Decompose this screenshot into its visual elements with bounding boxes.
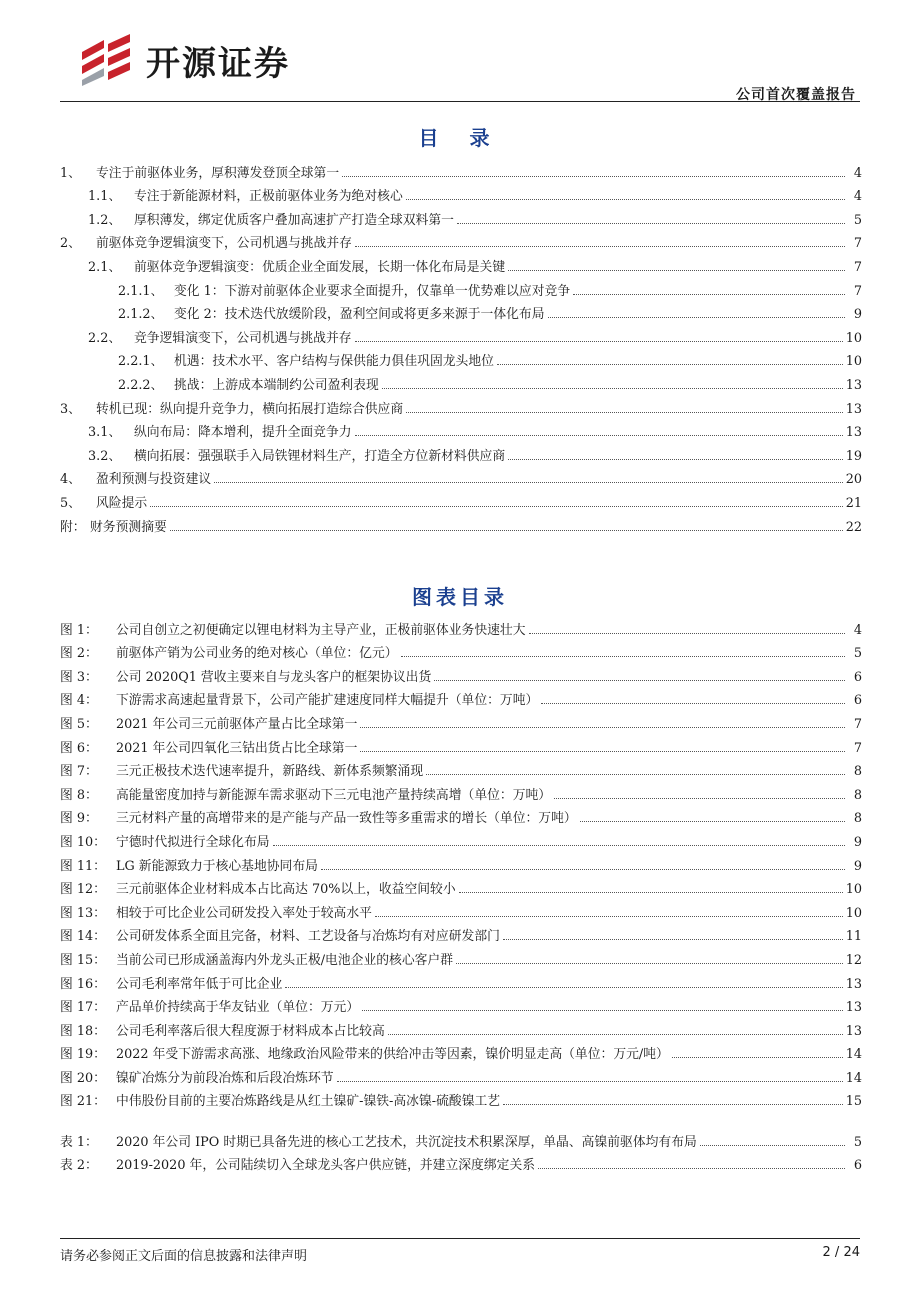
figures-entry-number: 图 17： — [60, 1000, 106, 1016]
figures-entry-number: 图 21： — [60, 1094, 106, 1110]
toc-entry[interactable] — [60, 157, 862, 181]
figures-entry-label: 三元正极技术迭代速率提升，新路线、新体系频繁涌现 — [116, 764, 424, 780]
figures-entry-page: 8 — [853, 764, 862, 780]
figures-entry-page: 15 — [845, 1094, 862, 1110]
toc-entry-number: 3.2、 — [88, 448, 122, 464]
toc-entry[interactable] — [60, 464, 862, 488]
dot-leader — [150, 506, 843, 507]
tables-entry-number: 表 1： — [60, 1134, 98, 1150]
toc-entry-page: 13 — [845, 425, 862, 441]
tables-entry-number: 表 2： — [60, 1158, 98, 1174]
dot-leader — [360, 751, 845, 752]
toc-entry-number: 3.1、 — [88, 425, 122, 441]
figures-entry-label: 产品单价持续高于华友钴业（单位：万元） — [116, 1000, 360, 1016]
figures-entry-number: 图 9： — [60, 811, 98, 827]
toc-entry-number: 2、 — [60, 236, 81, 252]
toc-entry-page: 9 — [853, 307, 862, 323]
figures-entry-label: 镍矿冶炼分为前段冶炼和后段冶炼环节 — [116, 1070, 334, 1086]
figures-entry-page: 5 — [853, 646, 862, 662]
figures-entry-number: 图 8： — [60, 787, 98, 803]
toc-list — [60, 157, 862, 535]
dot-leader — [360, 727, 845, 728]
dot-leader — [382, 388, 843, 389]
dot-leader — [508, 459, 843, 460]
toc-entry-page: 20 — [845, 472, 862, 488]
figures-entry-number: 图 1： — [60, 622, 98, 638]
toc-entry-page: 7 — [853, 236, 862, 252]
figures-entry[interactable] — [60, 921, 862, 945]
figures-entry[interactable] — [60, 944, 862, 968]
figures-entry-page: 9 — [853, 834, 862, 850]
figures-entry-label: 三元材料产量的高增带来的是产能与产品一致性等多重需求的增长（单位：万吨） — [116, 811, 577, 827]
toc-title: 目 录 — [418, 126, 502, 150]
toc-entry[interactable] — [60, 511, 862, 535]
dot-leader — [426, 774, 845, 775]
figures-entry-label: 公司研发体系全面且完备，材料、工艺设备与冶炼均有对应研发部门 — [116, 929, 500, 945]
tables-entry-page: 5 — [853, 1134, 862, 1150]
figures-entry-page: 8 — [853, 787, 862, 803]
dot-leader — [672, 1057, 843, 1058]
toc-entry[interactable] — [60, 487, 862, 511]
toc-entry-label: 转机已现：纵向提升竞争力，横向拓展打造综合供应商 — [96, 401, 404, 417]
toc-entry-page: 22 — [845, 519, 862, 535]
dot-leader — [273, 845, 845, 846]
dot-leader — [580, 821, 845, 822]
dot-leader — [508, 270, 845, 271]
figures-entry-number: 图 12： — [60, 882, 106, 898]
dot-leader — [337, 1081, 843, 1082]
logo-text: 开源证券 — [146, 43, 290, 84]
toc-entry-label: 风险提示 — [96, 495, 148, 511]
toc-entry-label: 变化 1：下游对前驱体企业要求全面提升，仅靠单一优势难以应对竞争 — [174, 283, 571, 299]
toc-entry-number: 5、 — [60, 495, 81, 511]
figures-entry-page: 11 — [845, 929, 862, 945]
figures-entry-page: 13 — [845, 1023, 862, 1039]
figures-entry-page: 8 — [853, 811, 862, 827]
figures-entry-label: 公司 2020Q1 营收主要来自与龙头客户的框架协议出货 — [116, 669, 432, 685]
dot-leader — [375, 916, 843, 917]
figures-entry[interactable] — [60, 1015, 862, 1039]
toc-entry[interactable] — [60, 251, 862, 275]
toc-entry-page: 21 — [845, 495, 862, 511]
dot-leader — [554, 798, 845, 799]
tables-entry-label: 2020 年公司 IPO 时期已具备先进的核心工艺技术，共沉淀技术积累深厚，单晶、高镍前驱体均有布局 — [116, 1134, 697, 1150]
toc-entry-label: 纵向布局：降本增利，提升全面竞争力 — [134, 425, 352, 441]
figures-list — [60, 614, 862, 1109]
figures-entry[interactable] — [60, 968, 862, 992]
header-divider — [60, 101, 860, 102]
dot-leader — [700, 1145, 845, 1146]
dot-leader — [538, 1168, 845, 1169]
figures-entry[interactable] — [60, 661, 862, 685]
toc-entry-label: 前驱体竞争逻辑演变下，公司机遇与挑战并存 — [96, 236, 352, 252]
toc-entry-number: 1.2、 — [88, 212, 122, 228]
figures-entry-label: 宁德时代拟进行全球化布局 — [116, 834, 270, 850]
toc-entry[interactable] — [60, 322, 862, 346]
dot-leader — [342, 176, 845, 177]
tables-entry[interactable] — [60, 1126, 862, 1150]
figures-entry-number: 图 19： — [60, 1047, 106, 1063]
figures-entry-page: 13 — [845, 1000, 862, 1016]
toc-entry-page: 10 — [845, 354, 862, 370]
figures-entry-number: 图 14： — [60, 929, 106, 945]
dot-leader — [548, 317, 845, 318]
figures-entry-number: 图 3： — [60, 669, 98, 685]
dot-leader — [355, 246, 845, 247]
figures-entry[interactable] — [60, 732, 862, 756]
dot-leader — [355, 435, 843, 436]
figures-entry[interactable] — [60, 850, 862, 874]
toc-entry[interactable] — [60, 275, 862, 299]
dot-leader — [401, 656, 845, 657]
toc-entry-page: 10 — [845, 330, 862, 346]
figures-entry-label: 2022 年受下游需求高涨、地缘政治风险带来的供给冲击等因素，镍价明显走高（单位：万元/吨） — [116, 1047, 669, 1063]
toc-entry-label: 横向拓展：强强联手入局铁锂材料生产，打造全方位新材料供应商 — [134, 448, 506, 464]
figures-entry-page: 7 — [853, 740, 862, 756]
toc-entry-label: 机遇：技术水平、客户结构与保供能力俱佳巩固龙头地位 — [174, 354, 494, 370]
toc-entry-number: 2.1、 — [88, 259, 122, 275]
toc-entry[interactable] — [60, 181, 862, 205]
figures-entry[interactable] — [60, 897, 862, 921]
toc-entry-page: 13 — [845, 401, 862, 417]
figures-entry-label: 下游需求高速起量背景下，公司产能扩建速度同样大幅提升（单位：万吨） — [116, 693, 539, 709]
dot-leader — [355, 341, 843, 342]
dot-leader — [529, 633, 846, 634]
toc-entry-number: 附： — [60, 519, 86, 535]
figures-entry-label: 前驱体产销为公司业务的绝对核心（单位：亿元） — [116, 646, 398, 662]
tables-list — [60, 1126, 862, 1173]
page-header — [60, 28, 860, 102]
dot-leader — [541, 703, 845, 704]
figures-entry-number: 图 18： — [60, 1023, 106, 1039]
toc-entry-label: 财务预测摘要 — [90, 519, 167, 535]
figures-entry-label: 中伟股份目前的主要冶炼路线是从红土镍矿-镍铁-高冰镍-硫酸镍工艺 — [116, 1094, 501, 1110]
figures-entry-number: 图 15： — [60, 952, 106, 968]
toc-entry-page: 4 — [853, 189, 862, 205]
figures-entry[interactable] — [60, 638, 862, 662]
figures-entry-page: 6 — [853, 669, 862, 685]
figures-entry-label: 公司毛利率常年低于可比企业 — [116, 976, 283, 992]
toc-entry-page: 13 — [845, 377, 862, 393]
figures-entry-page: 9 — [853, 858, 862, 874]
figures-entry[interactable] — [60, 1062, 862, 1086]
dot-leader — [503, 1104, 843, 1105]
dot-leader — [406, 412, 843, 413]
toc-entry[interactable] — [60, 369, 862, 393]
figures-title: 图表目录 — [412, 585, 508, 609]
figures-entry-page: 14 — [845, 1047, 862, 1063]
figures-entry-number: 图 4： — [60, 693, 98, 709]
toc-entry-page: 19 — [845, 448, 862, 464]
toc-entry-page: 4 — [853, 165, 862, 181]
figures-entry-number: 图 10： — [60, 834, 106, 850]
toc-entry-number: 2.2、 — [88, 330, 122, 346]
figures-entry[interactable] — [60, 779, 862, 803]
dot-leader — [214, 482, 843, 483]
toc-entry[interactable] — [60, 346, 862, 370]
dot-leader — [457, 223, 845, 224]
toc-entry-label: 竞争逻辑演变下，公司机遇与挑战并存 — [134, 330, 352, 346]
figures-entry[interactable] — [60, 803, 862, 827]
figures-entry-label: 当前公司已形成涵盖海内外龙头正极/电池企业的核心客户群 — [116, 952, 454, 968]
figures-entry-label: 2021 年公司三元前驱体产量占比全球第一 — [116, 716, 358, 732]
figures-entry-page: 14 — [845, 1070, 862, 1086]
toc-entry[interactable] — [60, 204, 862, 228]
figures-entry[interactable] — [60, 614, 862, 638]
toc-entry-number: 2.2.1、 — [118, 354, 164, 370]
figures-entry-number: 图 13： — [60, 905, 106, 921]
figures-entry[interactable] — [60, 685, 862, 709]
figures-entry-label: 三元前驱体企业材料成本占比高达 70%以上，收益空间较小 — [116, 882, 456, 898]
figures-entry-label: LG 新能源致力于核心基地协同布局 — [116, 858, 318, 874]
toc-entry-label: 变化 2：技术迭代放缓阶段，盈利空间或将更多来源于一体化布局 — [174, 307, 545, 323]
dot-leader — [434, 680, 845, 681]
figures-entry-label: 高能量密度加持与新能源车需求驱动下三元电池产量持续高增（单位：万吨） — [116, 787, 552, 803]
toc-entry-number: 2.1.1、 — [118, 283, 164, 299]
tables-entry-page: 6 — [853, 1158, 862, 1174]
logo-mark-icon — [78, 34, 136, 86]
dot-leader — [170, 530, 843, 531]
toc-entry-label: 盈利预测与投资建议 — [96, 472, 212, 488]
toc-entry-page: 7 — [853, 283, 862, 299]
figures-entry[interactable] — [60, 1086, 862, 1110]
disclaimer-notice: 请务必参阅正文后面的信息披露和法律声明 — [60, 1249, 308, 1264]
figures-entry[interactable] — [60, 992, 862, 1016]
dot-leader — [285, 987, 842, 988]
dot-leader — [406, 199, 845, 200]
figures-entry-label: 相较于可比企业公司研发投入率处于较高水平 — [116, 905, 372, 921]
dot-leader — [321, 869, 845, 870]
figures-entry-label: 2021 年公司四氧化三钴出货占比全球第一 — [116, 740, 358, 756]
toc-entry[interactable] — [60, 393, 862, 417]
figures-entry-number: 图 11： — [60, 858, 106, 874]
toc-entry[interactable] — [60, 440, 862, 464]
dot-leader — [503, 939, 843, 940]
figures-entry-number: 图 6： — [60, 740, 98, 756]
figures-entry-number: 图 20： — [60, 1070, 106, 1086]
toc-entry-page: 5 — [853, 212, 862, 228]
company-logo — [78, 32, 290, 88]
toc-entry-label: 厚积薄发，绑定优质客户叠加高速扩产打造全球双料第一 — [134, 212, 454, 228]
toc-entry[interactable] — [60, 417, 862, 441]
figures-entry-page: 12 — [845, 952, 862, 968]
page-number: 2 / 24 — [822, 1245, 860, 1260]
figures-entry-number: 图 2： — [60, 646, 98, 662]
toc-entry[interactable] — [60, 228, 862, 252]
toc-entry-label: 专注于前驱体业务，厚积薄发登顶全球第一 — [96, 165, 340, 181]
footer-divider — [60, 1238, 860, 1239]
figures-entry-page: 7 — [853, 716, 862, 732]
figures-entry-page: 4 — [853, 622, 862, 638]
toc-entry-number: 3、 — [60, 401, 81, 417]
toc-entry-label: 专注于新能源材料，正极前驱体业务为绝对核心 — [134, 189, 403, 205]
figures-entry-number: 图 16： — [60, 976, 106, 992]
toc-entry-page: 7 — [853, 259, 862, 275]
figures-entry-number: 图 5： — [60, 716, 98, 732]
toc-entry-number: 1、 — [60, 165, 81, 181]
figures-entry-label: 公司毛利率落后很大程度源于材料成本占比较高 — [116, 1023, 385, 1039]
figures-entry[interactable] — [60, 1039, 862, 1063]
dot-leader — [459, 892, 843, 893]
dot-leader — [456, 963, 843, 964]
toc-entry-number: 1.1、 — [88, 189, 122, 205]
report-type-label: 公司首次覆盖报告 — [736, 87, 856, 103]
tables-entry[interactable] — [60, 1150, 862, 1174]
toc-entry-number: 4、 — [60, 472, 81, 488]
toc-entry-label: 挑战：上游成本端制约公司盈利表现 — [174, 377, 379, 393]
figures-entry-page: 6 — [853, 693, 862, 709]
figures-entry[interactable] — [60, 756, 862, 780]
figures-entry[interactable] — [60, 874, 862, 898]
figures-entry-page: 10 — [845, 905, 862, 921]
dot-leader — [573, 294, 845, 295]
figures-entry-label: 公司自创立之初便确定以锂电材料为主导产业，正极前驱体业务快速壮大 — [116, 622, 526, 638]
figures-entry-page: 10 — [845, 882, 862, 898]
toc-entry[interactable] — [60, 299, 862, 323]
figures-entry-page: 13 — [845, 976, 862, 992]
toc-entry-number: 2.1.2、 — [118, 307, 164, 323]
dot-leader — [388, 1034, 843, 1035]
figures-entry[interactable] — [60, 826, 862, 850]
dot-leader — [362, 1010, 843, 1011]
dot-leader — [497, 364, 843, 365]
toc-entry-number: 2.2.2、 — [118, 377, 164, 393]
tables-entry-label: 2019-2020 年，公司陆续切入全球龙头客户供应链，并建立深度绑定关系 — [116, 1158, 536, 1174]
toc-entry-label: 前驱体竞争逻辑演变：优质企业全面发展，长期一体化布局是关键 — [134, 259, 506, 275]
figures-entry[interactable] — [60, 708, 862, 732]
figures-entry-number: 图 7： — [60, 764, 98, 780]
